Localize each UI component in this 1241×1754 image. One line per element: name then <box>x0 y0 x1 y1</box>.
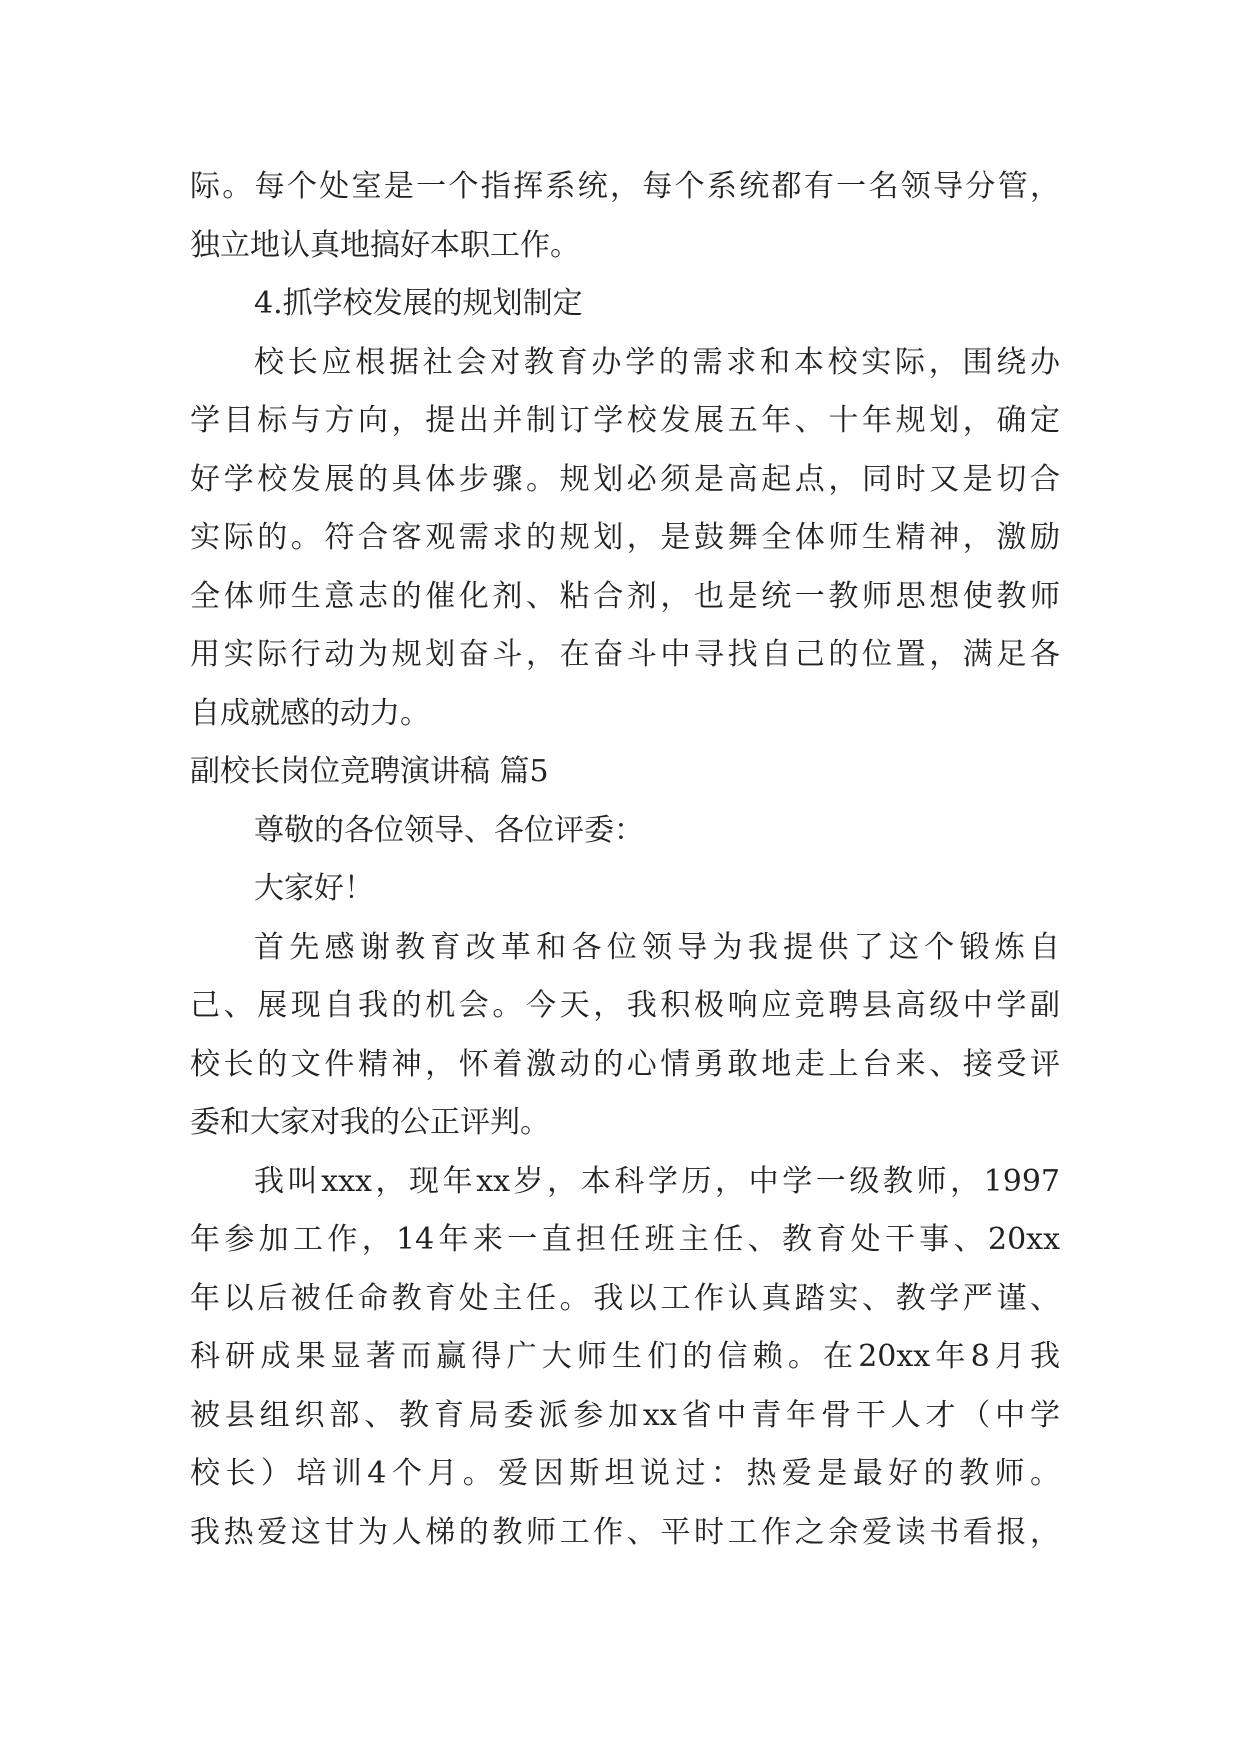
salutation: 尊敬的各位领导、各位评委： <box>254 812 644 848</box>
text-line: 实际的。符合客观需求的规划，是鼓舞全体师生精神，激励 <box>190 520 1060 555</box>
article-title: 副校长岗位竞聘演讲稿 篇5 <box>190 754 549 789</box>
text-line: 校长应根据社会对教育办学的需求和本校实际，围绕办 <box>254 344 1060 380</box>
text-line: 年参加工作，14年来一直担任班主任、教育处干事、20xx <box>190 1222 1060 1257</box>
text-line: 际。每个处室是一个指挥系统，每个系统都有一名领导分管， <box>190 169 1060 204</box>
text-line: 我叫xxx，现年xx岁，本科学历，中学一级教师，1997 <box>254 1163 1060 1199</box>
text-line: 自成就感的动力。 <box>190 695 430 731</box>
text-line: 校长）培训4个月。爱因斯坦说过：热爱是最好的教师。 <box>190 1456 1060 1491</box>
text-line: 首先感谢教育改革和各位领导为我提供了这个锻炼自 <box>254 929 1060 965</box>
text-line: 好学校发展的具体步骤。规划必须是高起点，同时又是切合 <box>190 461 1060 497</box>
text-line: 被县组织部、教育局委派参加xx省中青年骨干人才（中学 <box>190 1397 1060 1433</box>
document-body <box>190 158 1060 1562</box>
text-line: 我热爱这甘为人梯的教师工作、平时工作之余爱读书看报， <box>190 1514 1060 1550</box>
text-line: 委和大家对我的公正评判。 <box>190 1105 550 1140</box>
text-line: 用实际行动为规划奋斗，在奋斗中寻找自己的位置，满足各 <box>190 637 1060 672</box>
section-heading: 4.抓学校发展的规划制定 <box>254 286 583 321</box>
text-line: 学目标与方向，提出并制订学校发展五年、十年规划，确定 <box>190 403 1060 438</box>
text-line: 校长的文件精神，怀着激动的心情勇敢地走上台来、接受评 <box>190 1046 1060 1082</box>
text-line: 科研成果显著而赢得广大师生们的信赖。在20xx年8月我 <box>190 1339 1060 1374</box>
greeting: 大家好！ <box>254 871 374 906</box>
text-line: 独立地认真地搞好本职工作。 <box>190 227 580 263</box>
text-line: 己、展现自我的机会。今天，我积极响应竞聘县高级中学副 <box>190 988 1060 1023</box>
text-line: 年以后被任命教育处主任。我以工作认真踏实、教学严谨、 <box>190 1280 1060 1316</box>
text-line: 全体师生意志的催化剂、粘合剂，也是统一教师思想使教师 <box>190 578 1060 614</box>
